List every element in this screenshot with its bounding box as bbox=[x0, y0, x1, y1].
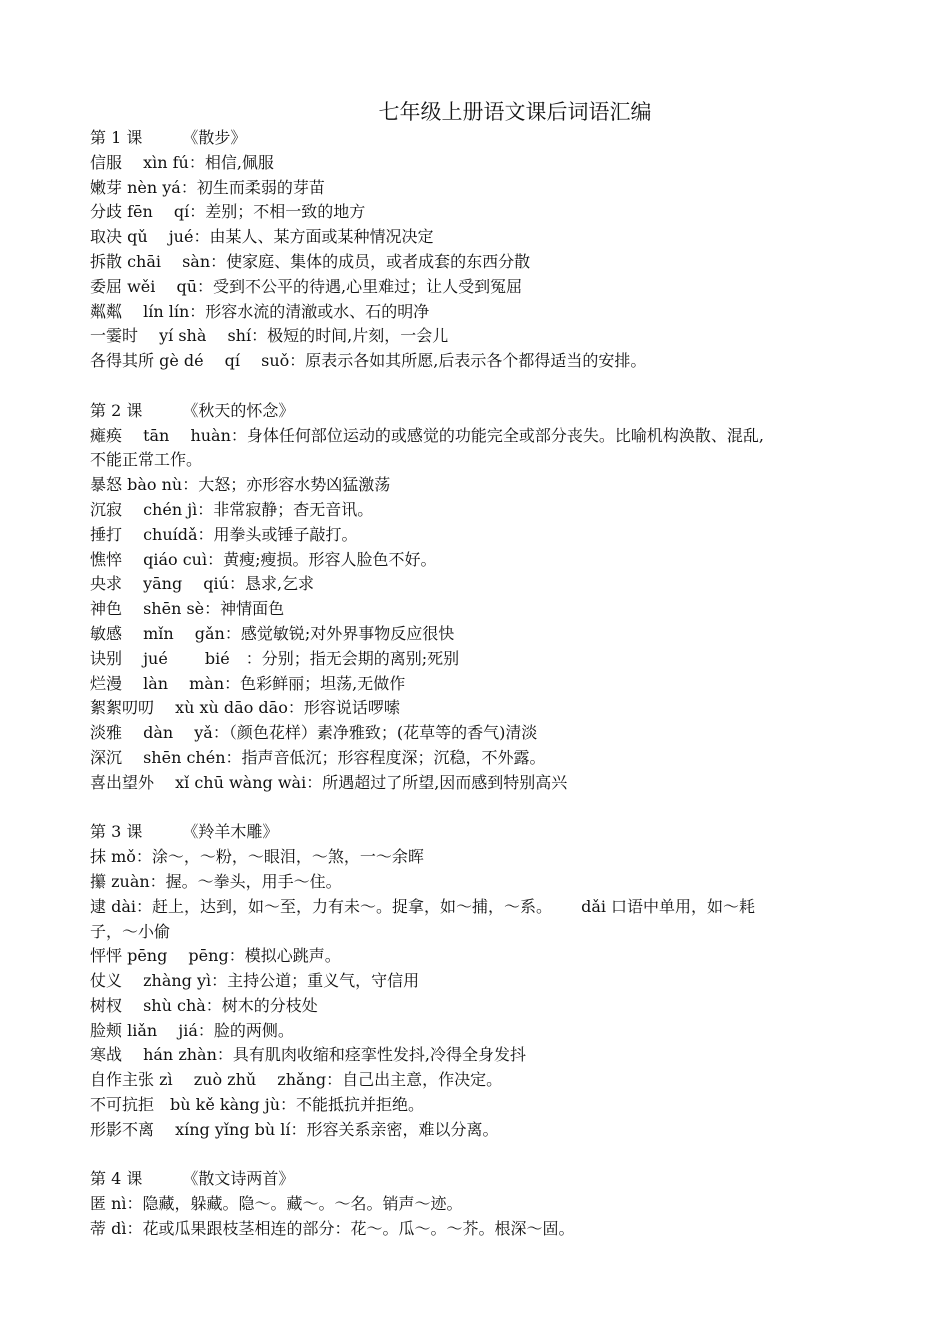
vocab-entry: 怦怦 pēng pēng：模拟心跳声。 bbox=[90, 946, 341, 966]
lesson-section bbox=[90, 399, 880, 796]
vocab-entry: 匿 nì：隐藏，躲藏。隐～。藏～。～名。销声～迹。 bbox=[90, 1194, 463, 1214]
vocab-entry: 嫩芽 nèn yá：初生而柔弱的芽苗 bbox=[90, 177, 325, 197]
lesson-heading: 第 1 课 《散步》 bbox=[90, 128, 247, 147]
vocab-entry: 子，～小偷 bbox=[90, 921, 171, 941]
vocab-entry: 委屈 wěi qū：受到不公平的待遇,心里难过；让人受到冤屈 bbox=[90, 276, 523, 296]
vocab-entry: 沉寂 chén jì：非常寂静；杳无音讯。 bbox=[90, 499, 374, 519]
vocab-entry: 脸颊 liǎn jiá：脸的两侧。 bbox=[90, 1020, 294, 1040]
vocab-entry: 寒战 hán zhàn：具有肌肉收缩和痉挛性发抖,冷得全身发抖 bbox=[90, 1045, 526, 1065]
vocab-entry: 淡雅 dàn yǎ：（颜色花样）素净雅致；(花草等的香气)清淡 bbox=[90, 723, 538, 743]
vocab-entry: 憔悴 qiáo cuì：黄瘦;瘦损。形容人脸色不好。 bbox=[90, 549, 437, 569]
vocab-entry: 蒂 dì：花或瓜果跟枝茎相连的部分：花～。瓜～。～芥。根深～固。 bbox=[90, 1219, 575, 1239]
section-spacer bbox=[90, 796, 880, 821]
vocab-entry: 捶打 chuídǎ：用拳头或锤子敲打。 bbox=[90, 524, 358, 544]
section-spacer bbox=[90, 1143, 880, 1168]
vocab-entry: 分歧 fēn qí：差别；不相一致的地方 bbox=[90, 202, 366, 222]
vocab-entry: 树杈 shù chà：树木的分枝处 bbox=[90, 995, 318, 1015]
vocab-entry: 不可抗拒 bù kě kàng jù：不能抵抗并拒绝。 bbox=[90, 1095, 425, 1115]
vocab-entry: 仗义 zhàng yì：主持公道；重义气，守信用 bbox=[90, 971, 420, 991]
vocab-entry: 喜出望外 xǐ chū wàng wài：所遇超过了所望,因而感到特别高兴 bbox=[90, 772, 568, 792]
vocab-entry: 拆散 chāi sàn：使家庭、集体的成员，或者成套的东西分散 bbox=[90, 251, 531, 271]
vocab-entry: 逮 dài：赶上，达到，如～至，力有未～。捉拿，如～捕，～系。 dǎi 口语中单用，如～耗 bbox=[90, 896, 756, 916]
lesson-section bbox=[90, 1167, 880, 1241]
lesson-heading: 第 3 课 《羚羊木雕》 bbox=[90, 822, 279, 842]
section-spacer bbox=[90, 374, 880, 399]
lesson-heading: 第 2 课 《秋天的怀念》 bbox=[90, 400, 295, 420]
vocab-entry: 信服 xìn fú：相信,佩服 bbox=[90, 152, 274, 172]
vocab-entry: 暴怒 bào nù：大怒；亦形容水势凶猛激荡 bbox=[90, 475, 391, 495]
vocab-entry: 粼粼 lín lín：形容水流的清澈或水、石的明净 bbox=[90, 301, 430, 321]
vocab-entry: 絮絮叨叨 xù xù dāo dāo：形容说话啰嗦 bbox=[90, 698, 400, 718]
vocab-entry: 各得其所 gè dé qí suǒ：原表示各如其所愿,后表示各个都得适当的安排。 bbox=[90, 351, 647, 371]
vocab-entry: 自作主张 zì zuò zhǔ zhǎng：自己出主意，作决定。 bbox=[90, 1070, 503, 1090]
vocab-entry: 取决 qǔ jué：由某人、某方面或某种情况决定 bbox=[90, 227, 434, 247]
vocab-entry: 形影不离 xíng yǐng bù lí：形容关系亲密，难以分离。 bbox=[90, 1119, 499, 1139]
vocab-entry: 抹 mǒ：涂～，～粉，～眼泪，～煞，一～余晖 bbox=[90, 847, 424, 867]
vocab-entry: 神色 shēn sè：神情面色 bbox=[90, 599, 285, 619]
vocab-entry: 攥 zuàn：握。～拳头，用手～住。 bbox=[90, 871, 342, 891]
lesson-heading: 第 4 课 《散文诗两首》 bbox=[90, 1169, 295, 1189]
vocab-entry: 一霎时 yí shà shí：极短的时间,片刻，一会儿 bbox=[90, 326, 449, 346]
vocab-entry: 诀别 jué bié ：分别；指无会期的离别;死别 bbox=[90, 648, 460, 668]
page-title: 七年级上册语文课后词语汇编 bbox=[378, 100, 652, 124]
vocab-entry: 不能正常工作。 bbox=[90, 450, 203, 470]
vocab-entry: 瘫痪 tān huàn：身体任何部位运动的或感觉的功能完全或部分丧失。比喻机构涣散、混乱, bbox=[90, 425, 764, 445]
vocab-entry: 敏感 mǐn gǎn：感觉敏锐;对外界事物反应很快 bbox=[90, 623, 455, 643]
lesson-section bbox=[90, 126, 880, 374]
document-page bbox=[90, 98, 880, 1242]
vocab-entry: 烂漫 làn màn：色彩鲜丽；坦荡,无做作 bbox=[90, 673, 406, 693]
vocab-entry: 央求 yāng qiú：恳求,乞求 bbox=[90, 574, 315, 594]
vocab-entry: 深沉 shēn chén：指声音低沉；形容程度深；沉稳，不外露。 bbox=[90, 747, 546, 767]
lesson-section bbox=[90, 820, 880, 1142]
